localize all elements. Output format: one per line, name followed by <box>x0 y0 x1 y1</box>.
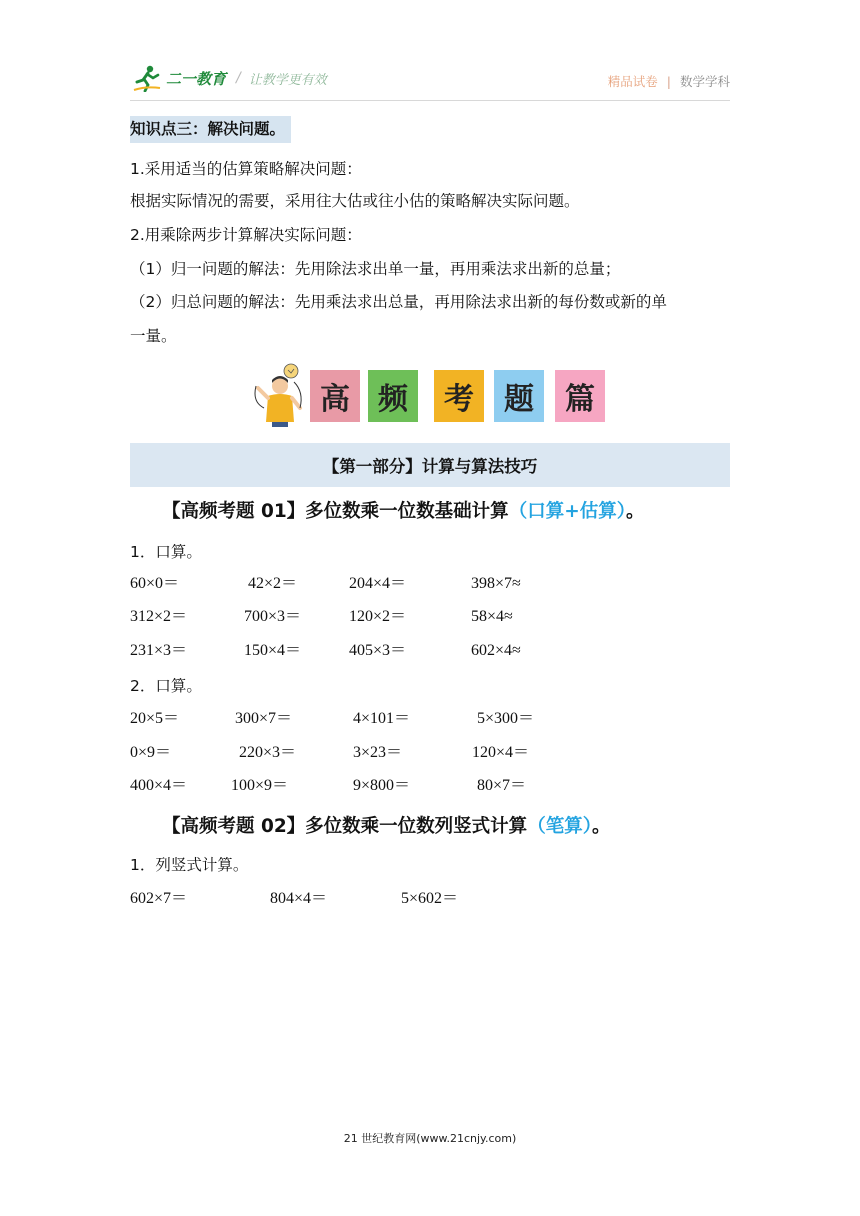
header-label-subject: 数学学科 <box>679 74 730 89</box>
knowledge-line: 1.采用适当的估算策略解决问题： <box>130 160 362 178</box>
equation-item: 804×4＝ <box>270 890 328 907</box>
equation-item: 20×5＝ <box>130 710 180 727</box>
question-heading-02 <box>162 814 610 840</box>
sub-question-label: 2．口算。 <box>130 677 202 695</box>
heading-main: 【高频考题 02】多位数乘一位数列竖式计算 <box>162 816 528 837</box>
equation-item: 231×3＝ <box>130 642 188 659</box>
heading-accent: （口算+估算） <box>508 501 626 522</box>
banner-tile-2: 频 <box>368 370 418 422</box>
header-divider <box>130 100 730 101</box>
equation-item: 220×3＝ <box>239 744 297 761</box>
knowledge-line: （2）归总问题的解法：先用乘法求出总量，再用除法求出新的每份数或新的单 <box>130 293 667 311</box>
equation-item: 602×4≈ <box>471 642 521 659</box>
banner-tile-4: 题 <box>494 370 544 422</box>
heading-end: 。 <box>625 501 645 522</box>
heading-main: 【高频考题 01】多位数乘一位数基础计算 <box>162 501 509 522</box>
equation-item: 5×602＝ <box>401 890 459 907</box>
question-heading-01 <box>162 499 644 525</box>
equation-item: 120×4＝ <box>472 744 530 761</box>
equation-item: 5×300＝ <box>477 710 535 727</box>
sub-question-label: 1．列竖式计算。 <box>130 856 249 874</box>
knowledge-line: 根据实际情况的需要，采用往大估或往小估的策略解决实际问题。 <box>130 192 580 210</box>
equation-item: 60×0＝ <box>130 575 180 592</box>
equation-item: 3×23＝ <box>353 744 403 761</box>
equation-item: 398×7≈ <box>471 575 521 592</box>
equation-item: 80×7＝ <box>477 777 527 794</box>
banner-tile-3: 考 <box>434 370 484 422</box>
knowledge-title: 知识点三：解决问题。 <box>130 116 291 143</box>
equation-item: 42×2＝ <box>248 575 298 592</box>
equation-item: 0×9＝ <box>130 744 172 761</box>
knowledge-line: 2.用乘除两步计算解决实际问题： <box>130 226 362 244</box>
brand-name: 二一教育 <box>166 69 227 88</box>
brand-slogan: 让教学更有效 <box>248 72 327 88</box>
header-separator: | <box>666 73 671 89</box>
header-label-quality: 精品试卷 <box>607 74 658 89</box>
knowledge-line: （1）归一问题的解法：先用除法求出单一量，再用乘法求出新的总量； <box>130 260 621 278</box>
section-title-bar <box>130 443 730 487</box>
heading-end: 。 <box>591 816 611 837</box>
equation-item: 602×7＝ <box>130 890 188 907</box>
equation-item: 204×4＝ <box>349 575 407 592</box>
runner-logo-icon <box>132 64 162 92</box>
equation-item: 700×3＝ <box>244 608 302 625</box>
equation-item: 400×4＝ <box>130 777 188 794</box>
equation-item: 150×4＝ <box>244 642 302 659</box>
equation-item: 312×2＝ <box>130 608 188 625</box>
equation-item: 58×4≈ <box>471 608 513 625</box>
header-slash: / <box>236 70 241 86</box>
equation-item: 100×9＝ <box>231 777 289 794</box>
banner-tile-5: 篇 <box>555 370 605 422</box>
banner-tile-1: 高 <box>310 370 360 422</box>
heading-accent: （笔算） <box>527 816 592 837</box>
footer-source: 21 世纪教育网(www.21cnjy.com) <box>343 1132 517 1145</box>
knowledge-line: 一量。 <box>130 327 177 345</box>
section-title: 【第一部分】计算与算法技巧 <box>322 457 538 476</box>
sub-question-label: 1．口算。 <box>130 543 202 561</box>
equation-item: 300×7＝ <box>235 710 293 727</box>
equation-item: 9×800＝ <box>353 777 411 794</box>
student-cartoon-icon <box>250 362 306 428</box>
equation-item: 405×3＝ <box>349 642 407 659</box>
equation-item: 4×101＝ <box>353 710 411 727</box>
header-logo <box>132 62 327 94</box>
header-right <box>608 72 730 90</box>
equation-item: 120×2＝ <box>349 608 407 625</box>
